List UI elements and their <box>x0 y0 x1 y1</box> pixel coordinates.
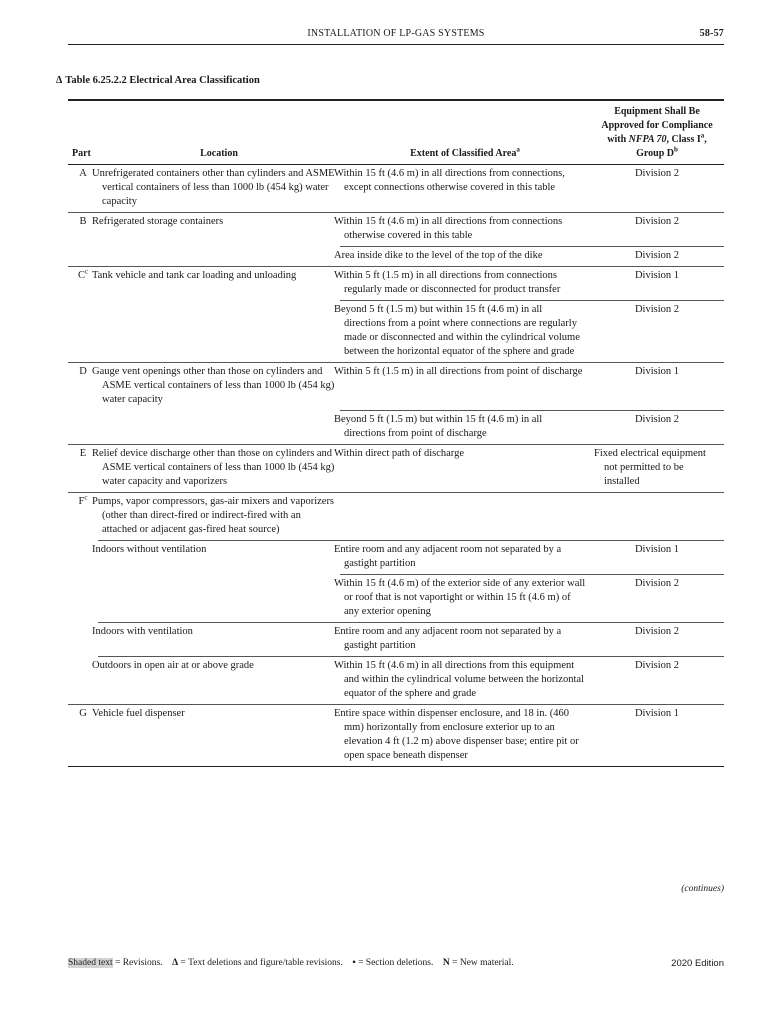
running-head-title: INSTALLATION OF LP-GAS SYSTEMS <box>307 28 485 39</box>
table-row <box>68 247 724 267</box>
equipment-cell: Division 2 <box>590 165 724 213</box>
col-header-equipment: Equipment Shall Be Approved for Compliance with NFPA 70, Class $I^a$, Group $D^b$ <box>590 101 724 165</box>
location-cell: Refrigerated storage containers <box>98 213 340 247</box>
extent-cell: Within 15 ft (4.6 m) in all directions from connections, except connections otherwise covered in this table <box>340 165 590 213</box>
bullet-deletion-icon: • <box>352 958 356 968</box>
location-cell: Pumps, vapor compressors, gas-air mixers and vaporizers (other than direct-fired or indirect-fired with an attached or adjacent gas-fired heat source) <box>98 492 340 540</box>
location-cell: Unrefrigerated containers other than cylinders and ASME vertical containers of less than 1000 lb (454 kg) water capacity <box>98 165 340 213</box>
footnote-mark: a <box>516 145 520 154</box>
extent-cell: Entire room and any adjacent room not separated by a gastight partition <box>340 540 590 574</box>
table-row <box>68 165 724 213</box>
table-row <box>68 410 724 444</box>
equipment-cell: Division 2 <box>590 574 724 622</box>
part-cell: $F^c$ <box>68 492 98 540</box>
header-rule <box>68 44 724 45</box>
table-header-row <box>68 101 724 165</box>
extent-cell: Within 15 ft (4.6 m) in all directions from this equipment and within the cylindrical volume between the horizontal equator of the sphere and grade <box>340 656 590 704</box>
equipment-cell: Division 2 <box>590 622 724 656</box>
equipment-cell: Division 2 <box>590 410 724 444</box>
location-cell: Outdoors in open air at or above grade <box>98 656 340 704</box>
location-cell: Indoors without ventilation <box>98 540 340 574</box>
continues-note: (continues) <box>681 884 724 894</box>
part-cell: E <box>68 444 98 492</box>
revision-legend: Shaded text = Revisions. Δ = Text deletions and figure/table revisions. • = Section deletions. N = New material. <box>68 958 514 968</box>
new-material-icon: N <box>442 958 450 968</box>
extent-cell: Area inside dike to the level of the top of the dike <box>340 247 590 267</box>
table-row <box>68 213 724 247</box>
equipment-cell: Division 1 <box>590 267 724 301</box>
page-number: 58-57 <box>699 28 724 39</box>
extent-cell: Within 15 ft (4.6 m) in all directions from connections otherwise covered in this table <box>340 213 590 247</box>
table-row <box>68 704 724 766</box>
table-row <box>68 492 724 540</box>
extent-cell: Entire space within dispenser enclosure, and 18 in. (460 mm) horizontally from enclosure exterior up to an elevation 4 ft (1.2 m) above dispenser base; entire pit or open space beneath dispenser <box>340 704 590 766</box>
location-cell: Tank vehicle and tank car loading and unloading <box>98 267 340 301</box>
location-cell: Vehicle fuel dispenser <box>98 704 340 766</box>
table-row <box>68 656 724 704</box>
extent-cell: Entire room and any adjacent room not separated by a gastight partition <box>340 622 590 656</box>
table-row <box>68 301 724 363</box>
part-cell: $C^c$ <box>68 267 98 301</box>
equipment-cell: Division 2 <box>590 301 724 363</box>
extent-cell: Within 15 ft (4.6 m) of the exterior side of any exterior wall or roof that is not vaportight or within 15 ft (4.6 m) of any exterior opening <box>340 574 590 622</box>
shaded-text-sample: Shaded text <box>68 958 113 968</box>
equipment-cell: Fixed electrical equipment not permitted to be installed <box>590 444 724 492</box>
equipment-cell: Division 1 <box>590 540 724 574</box>
extent-cell: Beyond 5 ft (1.5 m) but within 15 ft (4.6 m) in all directions from a point where connections are regularly made or disconnected and within the cylindrical volume between the horizontal equator of the sphere and grade <box>340 301 590 363</box>
col-header-location: Location <box>98 101 340 165</box>
extent-cell: Beyond 5 ft (1.5 m) but within 15 ft (4.6 m) in all directions from point of discharge <box>340 410 590 444</box>
delta-revision-icon: Δ <box>172 958 179 968</box>
equipment-cell: Division 1 <box>590 704 724 766</box>
location-cell: Indoors with ventilation <box>98 622 340 656</box>
running-head <box>68 26 724 42</box>
table-caption-text: Table 6.25.2.2 Electrical Area Classification <box>65 75 260 86</box>
col-header-extent: Extent of Classified Area$^a$ <box>340 101 590 165</box>
part-cell: B <box>68 213 98 247</box>
extent-cell: Within direct path of discharge <box>340 444 590 492</box>
equipment-cell: Division 2 <box>590 213 724 247</box>
delta-revision-icon: Δ <box>56 75 63 86</box>
table-row <box>68 574 724 622</box>
edition-label: 2020 Edition <box>671 958 724 969</box>
extent-cell: Within 5 ft (1.5 m) in all directions from connections regularly made or disconnected for product transfer <box>340 267 590 301</box>
table-caption <box>56 75 260 86</box>
part-cell: A <box>68 165 98 213</box>
table-row <box>68 540 724 574</box>
extent-cell: Within 5 ft (1.5 m) in all directions from point of discharge <box>340 363 590 411</box>
part-cell: G <box>68 704 98 766</box>
equipment-cell: Division 2 <box>590 247 724 267</box>
part-cell: D <box>68 363 98 411</box>
table-row <box>68 622 724 656</box>
classification-table <box>68 101 724 767</box>
location-cell: Relief device discharge other than those on cylinders and ASME vertical containers of less than 1000 lb (454 kg) water capacity and vaporizers <box>98 444 340 492</box>
table-row <box>68 363 724 411</box>
table-row <box>68 444 724 492</box>
table-row <box>68 267 724 301</box>
location-cell: Gauge vent openings other than those on cylinders and ASME vertical containers of less than 1000 lb (454 kg) water capacity <box>98 363 340 411</box>
equipment-cell: Division 1 <box>590 363 724 411</box>
col-header-part: Part <box>68 101 98 165</box>
equipment-cell: Division 2 <box>590 656 724 704</box>
